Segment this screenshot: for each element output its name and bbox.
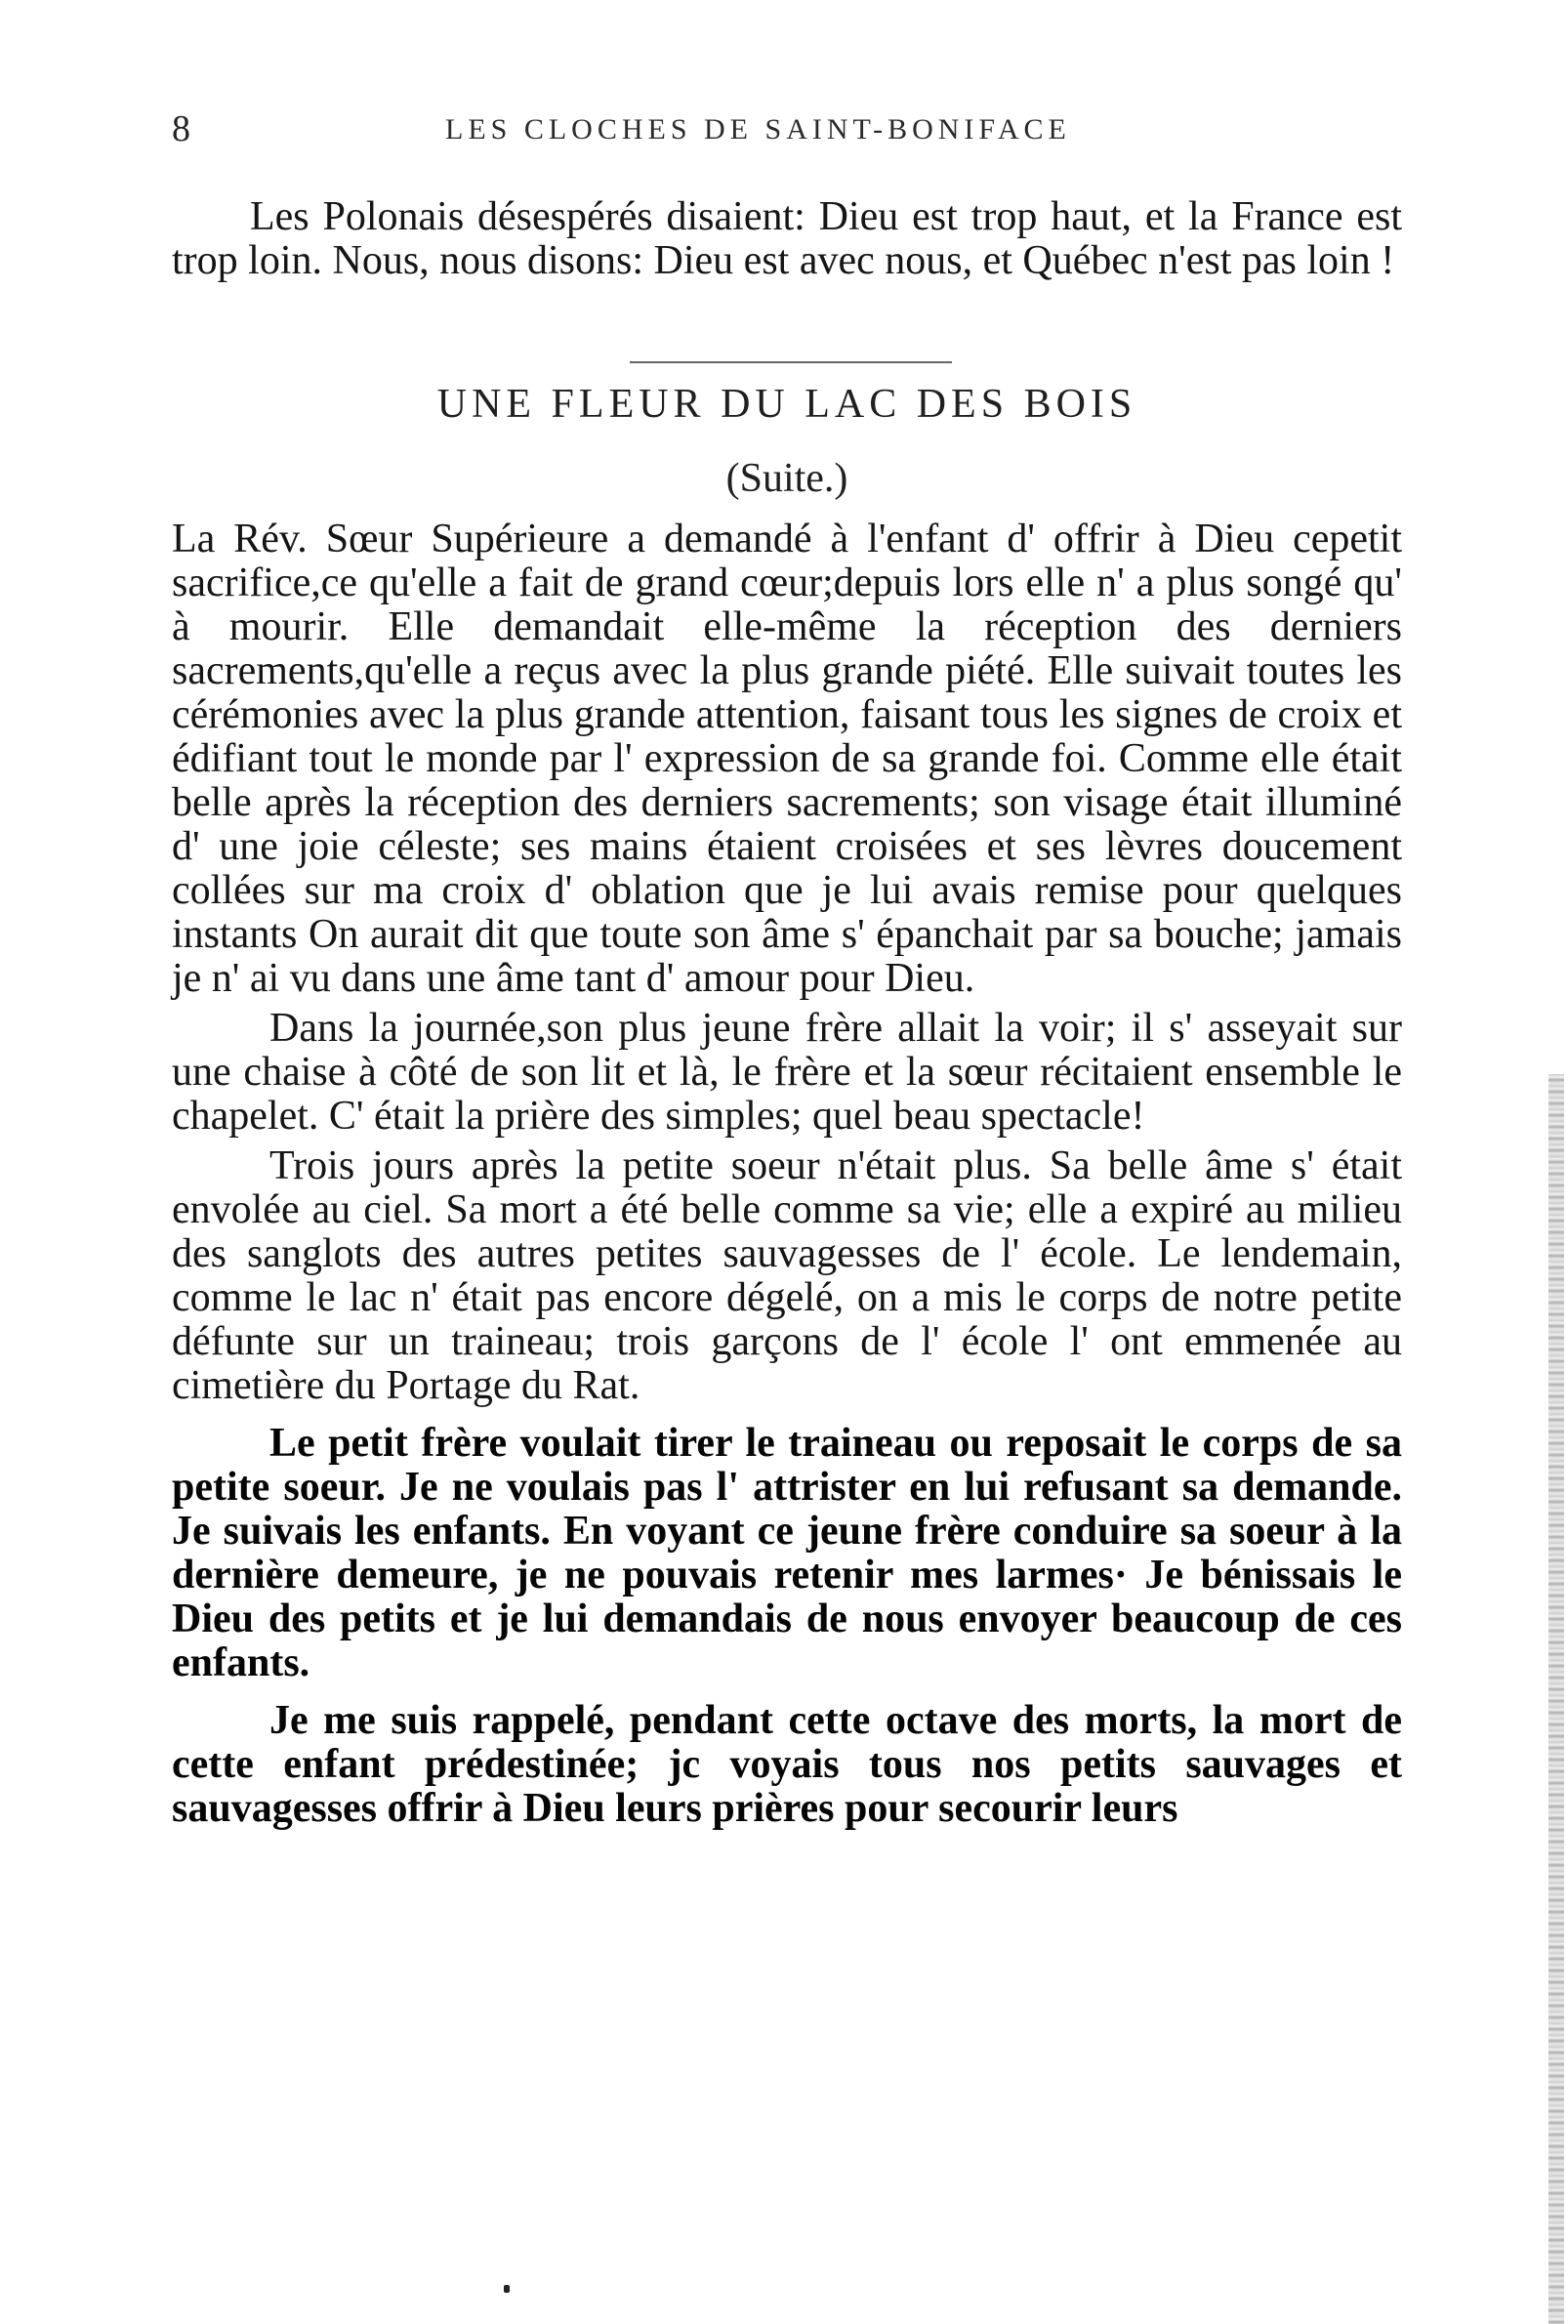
section-divider: [630, 361, 952, 363]
section-title: UNE FLEUR DU LAC DES BOIS: [436, 382, 1137, 427]
page-number: 8: [172, 108, 190, 149]
intro-paragraph-block: [172, 195, 1402, 283]
scan-edge-noise: [1548, 1074, 1564, 2324]
body-paragraph: Trois jours après la petite soeur n'était plus. Sa belle âme s' était envolée au ciel. Sa mort a été belle comme sa vie; elle a expiré au milieu des sanglots des autres petites sauvagesses de l' école. Le lendemain, comme le lac n' était pas encore dégelé, on a mis le corps de notre petite défunte sur un traineau; trois garçons de l' école l' ont emmenée au cimetière du Portage du Rat.: [172, 1143, 1402, 1408]
body-paragraph: Le petit frère voulait tirer le traineau ou reposait le corps de sa petite soeur. Je ne voulais pas l' attrister en lui refusant sa demande. Je suivais les enfants. En voyant ce jeune frère conduire sa soeur à la dernière demeure, je ne pouvais retenir mes larmes· Je bénissais le Dieu des petits et je lui demandais de nous envoyer beaucoup de ces enfants.: [172, 1421, 1402, 1685]
ink-speck: [504, 2285, 510, 2293]
body-paragraph: La Rév. Sœur Supérieure a demandé à l'enfant d' offrir à Dieu cepetit sacrifice,ce qu'elle a fait de grand cœur;depuis lors elle n' a plus songé qu' à mourir. Elle demandait elle-même la réception des derniers sacrements,qu'elle a reçus avec la plus grande piété. Elle suivait toutes les cérémonies avec la plus grande attention, faisant tous les signes de croix et édifiant tout le monde par l' expression de sa grande foi. Comme elle était belle après la réception des derniers sacrements; son visage était illuminé d' une joie céleste; ses mains étaient croisées et ses lèvres doucement collées sur ma croix d' oblation que je lui avais remise pour quelques instants On aurait dit que toute son âme s' épanchait par sa bouche; jamais je n' ai vu dans une âme tant d' amour pour Dieu.: [172, 517, 1402, 1001]
body-paragraph: Dans la journée,son plus jeune frère allait la voir; il s' asseyait sur une chaise à côté de son lit et là, le frère et la sœur récitaient ensemble le chapelet. C' était la prière des simples; quel beau spectacle!: [172, 1006, 1402, 1139]
intro-paragraph: Les Polonais désespérés disaient: Dieu est trop haut, et la France est trop loin. Nous, nous disons: Dieu est avec nous, et Québec n'est pas loin !: [172, 194, 1402, 283]
article-body: [172, 518, 1402, 1831]
body-paragraph: Je me suis rappelé, pendant cette octave des morts, la mort de cette enfant prédestinée; jc voyais tous nos petits sauvages et sauvagesses offrir à Dieu leurs prières pour secourir leurs: [172, 1698, 1402, 1831]
section-subtitle: (Suite.): [725, 456, 848, 501]
running-title: LES CLOCHES DE SAINT-BONIFACE: [445, 113, 1071, 145]
running-header: [172, 107, 1396, 156]
